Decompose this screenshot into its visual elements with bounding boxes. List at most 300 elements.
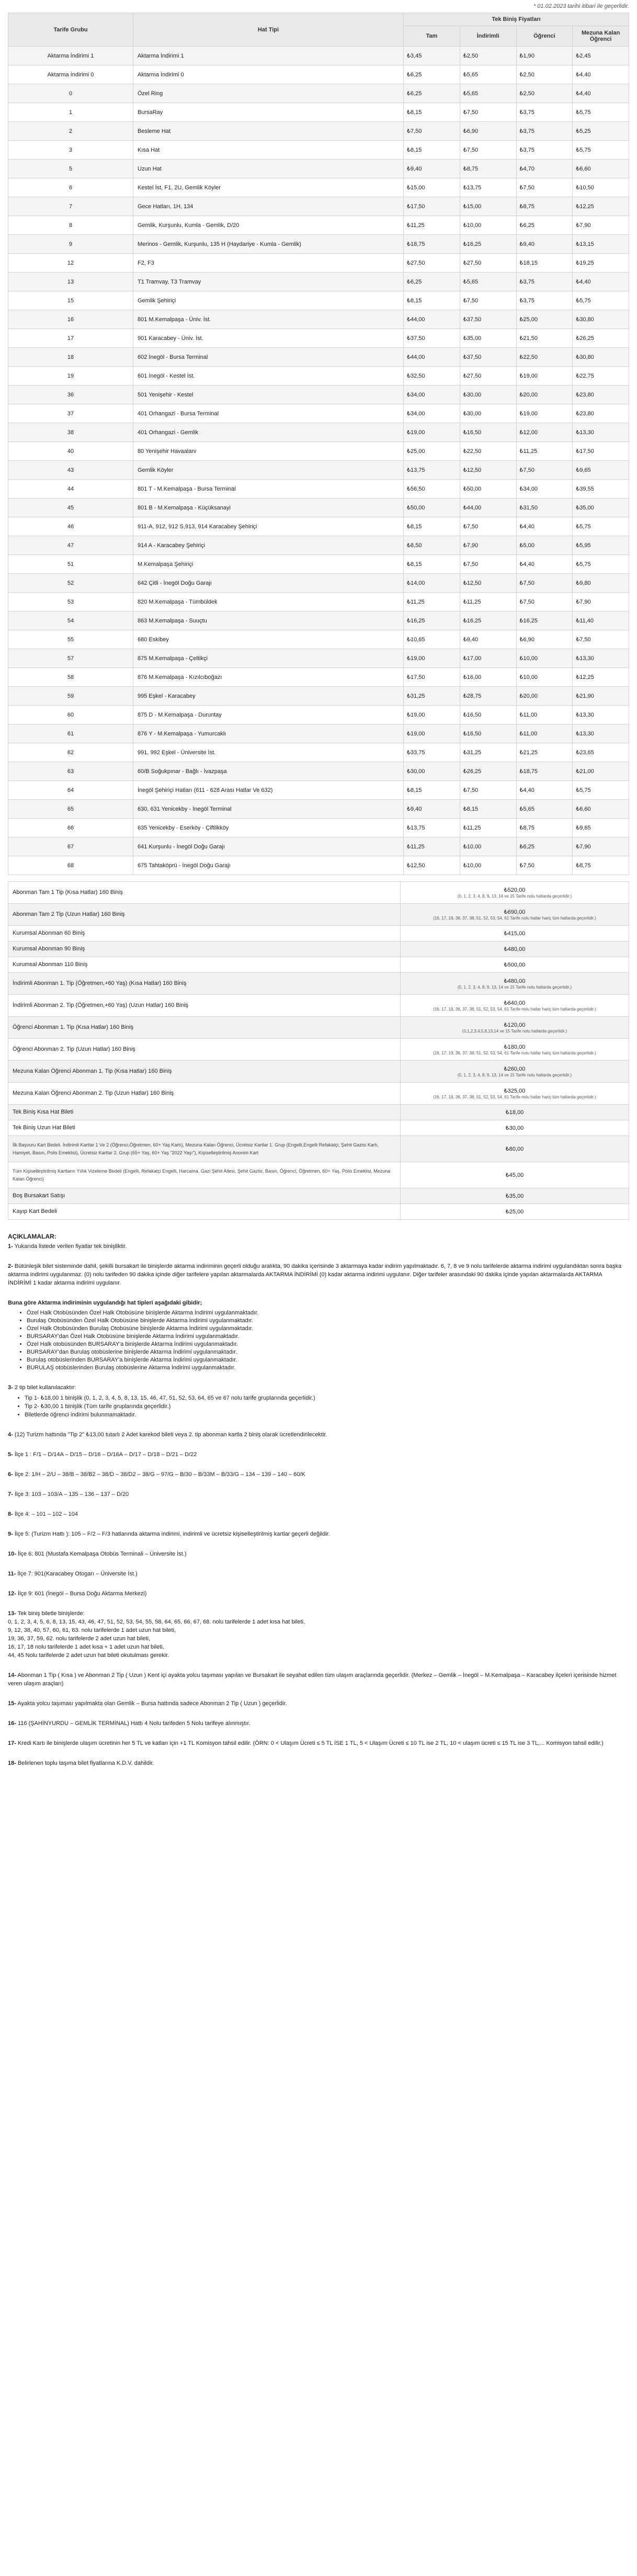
- tariff-group-cell: 52: [8, 574, 133, 593]
- graduate-fare-cell: ₺4,40: [573, 273, 629, 291]
- subscription-price-cell: [401, 995, 629, 1017]
- student-fare-cell: ₺22,50: [516, 348, 573, 367]
- full-fare-cell: ₺6,25: [404, 273, 460, 291]
- fare-rows: [8, 47, 629, 875]
- fare-row: [8, 160, 629, 178]
- subscription-validity-note: (0,1,2,3,4,5,8,13,14 ve 15 Tarife nolu hatlarda geçerlidir.): [462, 1028, 567, 1034]
- line-type-cell: 995 Eşkel - Karacabey: [133, 687, 404, 706]
- subscription-validity-note: (16, 17, 19, 36, 37, 38, 51, 52, 53, 54, 61 Tarife nolu hatlar hariç tüm hatlarda geçerlidir.): [433, 1094, 596, 1099]
- discounted-fare-cell: ₺28,75: [460, 687, 516, 706]
- fare-row: [8, 310, 629, 329]
- graduate-fare-cell: ₺23,80: [573, 385, 629, 404]
- line-type-cell: 60/B Soğukpınar - Bağlı - İvazpaşa: [133, 762, 404, 781]
- line-type-cell: 901 Karacabey - Üniv. İst.: [133, 329, 404, 348]
- subscription-validity-note: (16, 17, 19, 36, 37, 38, 51, 52, 53, 54, 61 Tarife nolu hatlar hariç tüm hatlarda geçerlidir.): [433, 1050, 596, 1056]
- fare-row: [8, 404, 629, 423]
- discounted-fare-cell: ₺11,25: [460, 819, 516, 837]
- subscription-price: ₺480,00: [504, 978, 526, 984]
- tariff-group-cell: 40: [8, 442, 133, 461]
- full-fare-cell: ₺14,00: [404, 574, 460, 593]
- graduate-fare-cell: ₺17,50: [573, 442, 629, 461]
- line-type-cell: 641 Kurşunlu - İnegöl Doğu Garajı: [133, 837, 404, 856]
- line-type-cell: Merinos - Gemlik, Kurşunlu, 135 H (Haydariye - Kumla - Gemlik): [133, 235, 404, 254]
- subscription-price: ₺80,00: [505, 1146, 524, 1152]
- full-fare-cell: ₺33,75: [404, 743, 460, 762]
- tariff-group-cell: 9: [8, 235, 133, 254]
- subscription-price-cell: [401, 904, 629, 926]
- discounted-fare-cell: ₺5,65: [460, 84, 516, 103]
- graduate-fare-cell: ₺19,25: [573, 254, 629, 273]
- line-type-cell: Aktarma İndirimi 0: [133, 65, 404, 84]
- discounted-fare-cell: ₺37,50: [460, 348, 516, 367]
- graduate-fare-cell: ₺5,95: [573, 536, 629, 555]
- tariff-group-cell: 64: [8, 781, 133, 800]
- subscription-price-cell: [401, 1188, 629, 1204]
- full-fare-cell: ₺17,50: [404, 197, 460, 216]
- discounted-fare-cell: ₺11,25: [460, 593, 516, 611]
- subscription-price-cell: [401, 1039, 629, 1061]
- transfer-discount-item: • Özel Halk otobüsünden BURSARAY'a binişlerde Aktarma İndirimi uygulanmaktadır.: [27, 1341, 626, 1348]
- full-fare-cell: ₺8,15: [404, 291, 460, 310]
- discounted-fare-cell: ₺7,50: [460, 141, 516, 160]
- full-fare-cell: ₺50,00: [404, 498, 460, 517]
- full-fare-cell: ₺25,00: [404, 442, 460, 461]
- subscription-row: [8, 995, 629, 1017]
- student-fare-cell: ₺20,00: [516, 687, 573, 706]
- discounted-fare-cell: ₺12,50: [460, 574, 516, 593]
- full-fare-cell: ₺8,50: [404, 536, 460, 555]
- student-fare-cell: ₺6,90: [516, 630, 573, 649]
- discounted-fare-cell: ₺7,50: [460, 781, 516, 800]
- tariff-group-cell: 46: [8, 517, 133, 536]
- subscription-price: ₺325,00: [504, 1087, 526, 1094]
- student-fare-cell: ₺3,75: [516, 273, 573, 291]
- full-fare-cell: ₺37,50: [404, 329, 460, 348]
- tariff-group-cell: 62: [8, 743, 133, 762]
- subscription-row: [8, 973, 629, 995]
- line-type-cell: Gemlik Köyler: [133, 461, 404, 480]
- tariff-group-cell: 43: [8, 461, 133, 480]
- transfer-discount-title: Buna göre Aktarma indiriminin uygulandığı hat tipleri aşağıdaki gibidir;: [8, 1300, 202, 1306]
- subscription-price: ₺500,00: [504, 962, 526, 968]
- tariff-group-cell: 66: [8, 819, 133, 837]
- ticket-type-item: • Biletlerde öğrenci indirimi bulunmamaktadır.: [25, 1411, 626, 1419]
- subscription-price-cell: [401, 1017, 629, 1039]
- fare-row: [8, 141, 629, 160]
- fare-row: [8, 687, 629, 706]
- discounted-fare-cell: ₺50,00: [460, 480, 516, 498]
- full-fare-cell: ₺56,50: [404, 480, 460, 498]
- subscription-price-cell: [401, 1120, 629, 1136]
- tariff-group-cell: 19: [8, 367, 133, 385]
- full-fare-cell: ₺8,15: [404, 517, 460, 536]
- line-type-cell: Aktarma İndirimi 1: [133, 47, 404, 65]
- transfer-discount-item: • Burulaş Otobüsünden Özel Halk Otobüsüne binişlerde Aktarma İndirimi uygulanmaktadır.: [27, 1317, 626, 1325]
- header-student: Öğrenci: [516, 26, 573, 47]
- fare-row: [8, 593, 629, 611]
- fare-row: [8, 47, 629, 65]
- transfer-discount-item: • BURULAŞ otobüslerinden Burulaş otobüslerine Aktarma İndirimi uygulanmaktadır.: [27, 1364, 626, 1372]
- student-fare-cell: ₺7,50: [516, 593, 573, 611]
- graduate-fare-cell: ₺13,30: [573, 423, 629, 442]
- discounted-fare-cell: ₺30,00: [460, 385, 516, 404]
- graduate-fare-cell: ₺30,80: [573, 310, 629, 329]
- subscription-label: Mezuna Kalan Öğrenci Abonman 2. Tip (Uzun Hatlar) 160 Biniş: [8, 1083, 401, 1105]
- graduate-fare-cell: ₺4,40: [573, 65, 629, 84]
- line-type-cell: 801 T - M.Kemalpaşa - Bursa Terminal: [133, 480, 404, 498]
- subscription-price: ₺25,00: [505, 1209, 524, 1215]
- ticket-types-list: [8, 1394, 626, 1419]
- subscription-price: ₺180,00: [504, 1043, 526, 1050]
- full-fare-cell: ₺6,25: [404, 84, 460, 103]
- discounted-fare-cell: ₺10,00: [460, 856, 516, 875]
- subscription-validity-note: (16, 17, 19, 36, 37, 38, 51, 52, 53, 54, 61 Tarife nolu hatlar hariç tüm hatlarda geçerlidir.): [433, 1006, 596, 1012]
- line-type-cell: 601 İnegöl - Kestel İst.: [133, 367, 404, 385]
- graduate-fare-cell: ₺22,75: [573, 367, 629, 385]
- line-type-cell: Uzun Hat: [133, 160, 404, 178]
- subscription-label: Tek Biniş Uzun Hat Bileti: [8, 1120, 401, 1136]
- graduate-fare-cell: ₺6,60: [573, 160, 629, 178]
- discounted-fare-cell: ₺16,50: [460, 724, 516, 743]
- fare-row: [8, 122, 629, 141]
- line-type-cell: 401 Orhangazi - Bursa Terminal: [133, 404, 404, 423]
- full-fare-cell: ₺19,00: [404, 649, 460, 668]
- line-type-cell: Gemlik Şehiriçi: [133, 291, 404, 310]
- subscription-validity-note: (16, 17, 19, 36, 37, 38, 51, 52, 53, 54, 61 Tarife nolu hatlar hariç tüm hatlarda geçerlidir.): [433, 915, 596, 921]
- full-fare-cell: ₺18,75: [404, 235, 460, 254]
- discounted-fare-cell: ₺8,15: [460, 800, 516, 819]
- graduate-fare-cell: ₺12,25: [573, 668, 629, 687]
- student-fare-cell: ₺2,50: [516, 84, 573, 103]
- discounted-fare-cell: ₺10,00: [460, 837, 516, 856]
- single-ticket-rule: 16, 17, 18 nolu tarifelerde 1 adet kısa + 1 adet uzun hat bileti,: [8, 1644, 164, 1650]
- discounted-fare-cell: ₺5,65: [460, 65, 516, 84]
- tariff-group-cell: 61: [8, 724, 133, 743]
- student-fare-cell: ₺19,00: [516, 367, 573, 385]
- line-type-cell: F2, F3: [133, 254, 404, 273]
- discounted-fare-cell: ₺12,50: [460, 461, 516, 480]
- discounted-fare-cell: ₺7,50: [460, 291, 516, 310]
- discounted-fare-cell: ₺27,50: [460, 254, 516, 273]
- subscription-row: [8, 1136, 629, 1162]
- header-discounted: İndirimli: [460, 26, 516, 47]
- tariff-group-cell: 5: [8, 160, 133, 178]
- fare-row: [8, 536, 629, 555]
- fare-row: [8, 385, 629, 404]
- full-fare-cell: ₺7,50: [404, 122, 460, 141]
- graduate-fare-cell: ₺39,55: [573, 480, 629, 498]
- fare-row: [8, 498, 629, 517]
- discounted-fare-cell: ₺17,00: [460, 649, 516, 668]
- full-fare-cell: ₺19,00: [404, 423, 460, 442]
- student-fare-cell: ₺12,00: [516, 423, 573, 442]
- graduate-fare-cell: ₺7,90: [573, 593, 629, 611]
- discounted-fare-cell: ₺26,25: [460, 762, 516, 781]
- student-fare-cell: ₺10,00: [516, 649, 573, 668]
- student-fare-cell: ₺31,50: [516, 498, 573, 517]
- discounted-fare-cell: ₺35,00: [460, 329, 516, 348]
- tariff-group-cell: 37: [8, 404, 133, 423]
- note-4: 4- (12) Turizm hattında "Tip 2" ₺13,00 tutarlı 2 Adet karekod bileti veya 2. tip abonman kartla 2 biniş olarak ücretlendirilecektir.: [8, 1432, 327, 1438]
- discounted-fare-cell: ₺16,50: [460, 706, 516, 724]
- line-type-cell: 820 M.Kemalpaşa - Tümbüldek: [133, 593, 404, 611]
- tariff-group-cell: 12: [8, 254, 133, 273]
- graduate-fare-cell: ₺9,65: [573, 819, 629, 837]
- subscription-price-cell: [401, 1162, 629, 1188]
- student-fare-cell: ₺19,00: [516, 404, 573, 423]
- fare-row: [8, 254, 629, 273]
- full-fare-cell: ₺17,50: [404, 668, 460, 687]
- line-type-cell: Gece Hatları, 1H, 134: [133, 197, 404, 216]
- student-fare-cell: ₺7,50: [516, 461, 573, 480]
- discounted-fare-cell: ₺16,00: [460, 668, 516, 687]
- fare-row: [8, 668, 629, 687]
- full-fare-cell: ₺13,75: [404, 819, 460, 837]
- subscription-row: [8, 1061, 629, 1083]
- full-fare-cell: ₺15,00: [404, 178, 460, 197]
- student-fare-cell: ₺5,00: [516, 536, 573, 555]
- tariff-group-cell: 2: [8, 122, 133, 141]
- full-fare-cell: ₺9,40: [404, 800, 460, 819]
- single-ticket-rules: [8, 1618, 626, 1660]
- tariff-group-cell: 3: [8, 141, 133, 160]
- fare-row: [8, 273, 629, 291]
- subscription-label: Abonman Tam 2 Tip (Uzun Hatlar) 160 Biniş: [8, 904, 401, 926]
- student-fare-cell: ₺4,40: [516, 555, 573, 574]
- discounted-fare-cell: ₺44,00: [460, 498, 516, 517]
- discounted-fare-cell: ₺27,50: [460, 367, 516, 385]
- note-16: 16- 116 (ŞAHİNYURDU – GEMLİK TERMİNAL) Hattı 4 Nolu tarifeden 5 Nolu tarifeye alınmıştır.: [8, 1720, 251, 1727]
- tariff-group-cell: 60: [8, 706, 133, 724]
- graduate-fare-cell: ₺9,65: [573, 461, 629, 480]
- line-type-cell: 801 M.Kemalpaşa - Üniv. İst.: [133, 310, 404, 329]
- subscription-price-cell: [401, 1061, 629, 1083]
- student-fare-cell: ₺21,50: [516, 329, 573, 348]
- line-type-cell: Besleme Hat: [133, 122, 404, 141]
- full-fare-cell: ₺10,65: [404, 630, 460, 649]
- student-fare-cell: ₺9,40: [516, 235, 573, 254]
- full-fare-cell: ₺8,15: [404, 103, 460, 122]
- header-tariff-group: Tarife Grubu: [8, 13, 133, 47]
- student-fare-cell: ₺4,40: [516, 517, 573, 536]
- graduate-fare-cell: ₺5,75: [573, 291, 629, 310]
- tariff-group-cell: 55: [8, 630, 133, 649]
- transfer-discount-list: [8, 1309, 626, 1372]
- student-fare-cell: ₺7,50: [516, 574, 573, 593]
- graduate-fare-cell: ₺5,75: [573, 555, 629, 574]
- fare-row: [8, 329, 629, 348]
- graduate-fare-cell: ₺7,90: [573, 837, 629, 856]
- subscription-row: [8, 882, 629, 904]
- fare-row: [8, 819, 629, 837]
- subscription-price: ₺30,00: [505, 1125, 524, 1131]
- graduate-fare-cell: ₺7,90: [573, 216, 629, 235]
- line-type-cell: 630, 631 Yenicekby - İnegöl Terminal: [133, 800, 404, 819]
- full-fare-cell: ₺6,25: [404, 65, 460, 84]
- graduate-fare-cell: ₺12,25: [573, 197, 629, 216]
- tariff-group-cell: 53: [8, 593, 133, 611]
- student-fare-cell: ₺34,00: [516, 480, 573, 498]
- fare-row: [8, 837, 629, 856]
- tariff-group-cell: 57: [8, 649, 133, 668]
- line-type-cell: İnegöl Şehiriçi Hatları (611 - 628 Arası Hatlar Ve 632): [133, 781, 404, 800]
- student-fare-cell: ₺1,90: [516, 47, 573, 65]
- student-fare-cell: ₺18,15: [516, 254, 573, 273]
- subscription-row: [8, 926, 629, 941]
- student-fare-cell: ₺3,75: [516, 122, 573, 141]
- graduate-fare-cell: ₺23,80: [573, 404, 629, 423]
- fare-row: [8, 235, 629, 254]
- subscription-label: Mezuna Kalan Öğrenci Abonman 1. Tip (Kısa Hatlar) 160 Biniş: [8, 1061, 401, 1083]
- graduate-fare-cell: ₺13,30: [573, 724, 629, 743]
- tariff-group-cell: 17: [8, 329, 133, 348]
- fare-row: [8, 442, 629, 461]
- discounted-fare-cell: ₺9,40: [460, 630, 516, 649]
- fare-row: [8, 461, 629, 480]
- tariff-group-cell: 63: [8, 762, 133, 781]
- subscription-table: [8, 881, 629, 1220]
- fare-row: [8, 367, 629, 385]
- discounted-fare-cell: ₺16,25: [460, 235, 516, 254]
- student-fare-cell: ₺18,75: [516, 762, 573, 781]
- full-fare-cell: ₺44,00: [404, 348, 460, 367]
- full-fare-cell: ₺3,45: [404, 47, 460, 65]
- tariff-group-cell: 68: [8, 856, 133, 875]
- full-fare-cell: ₺32,50: [404, 367, 460, 385]
- tariff-group-cell: 65: [8, 800, 133, 819]
- note-18: 18- Belirlenen toplu taşıma bilet fiyatlarına K.D.V. dahildir.: [8, 1760, 154, 1766]
- subscription-label: Tek Biniş Kısa Hat Bileti: [8, 1105, 401, 1120]
- subscription-label: İndirimli Abonman 1. Tip (Öğretmen,+60 Yaş) (Kısa Hatlar) 160 Biniş: [8, 973, 401, 995]
- note-15: 15- Ayakta yolcu taşıması yapılmakta olan Gemlik – Bursa hattında sadece Abonman 2 Tip ( Uzun ) geçerlidir.: [8, 1700, 287, 1707]
- line-type-cell: Özel Ring: [133, 84, 404, 103]
- line-type-cell: M.Kemalpaşa Şehiriçi: [133, 555, 404, 574]
- graduate-fare-cell: ₺13,30: [573, 649, 629, 668]
- discounted-fare-cell: ₺7,90: [460, 536, 516, 555]
- subscription-price: ₺520,00: [504, 887, 526, 893]
- subscription-price-cell: [401, 926, 629, 941]
- ticket-type-item: • Tip 2- ₺30,00 1 binişlik (Tüm tarife gruplarında geçerlidir.): [25, 1402, 626, 1411]
- graduate-fare-cell: ₺5,75: [573, 517, 629, 536]
- subscription-price: ₺18,00: [505, 1109, 524, 1116]
- subscription-label: İlk Başvuru Kart Bedeli. İndirimli Kartlar 1 Ve 2 (Öğrenci,Öğretmen, 60+ Yaş Kartı), Mezuna Kalan Öğrenci, Ücretsiz Kartlar 1. Grup (Engelli,Engelli Refakatçi, Şehit Gazisi Kartı, Hamiyet, Basın, Polis Emeklisi), Ücretsiz Kartlar 2. Grup (65+ Yaş, 60+ Yaş "2022 Yaşı"), Kişiselleştirilmiş Anonim Kart: [8, 1136, 401, 1162]
- student-fare-cell: ₺4,70: [516, 160, 573, 178]
- subscription-row: [8, 1017, 629, 1039]
- discounted-fare-cell: ₺37,50: [460, 310, 516, 329]
- fare-row: [8, 291, 629, 310]
- subscription-row: [8, 1204, 629, 1220]
- graduate-fare-cell: ₺4,40: [573, 84, 629, 103]
- student-fare-cell: ₺7,50: [516, 178, 573, 197]
- graduate-fare-cell: ₺9,80: [573, 574, 629, 593]
- subscription-label: Öğrenci Abonman 1. Tip (Kısa Hatlar) 160 Biniş: [8, 1017, 401, 1039]
- full-fare-cell: ₺12,50: [404, 856, 460, 875]
- line-type-cell: 914 A - Karacabey Şehiriçi: [133, 536, 404, 555]
- student-fare-cell: ₺8,75: [516, 819, 573, 837]
- student-fare-cell: ₺16,25: [516, 611, 573, 630]
- graduate-fare-cell: ₺10,50: [573, 178, 629, 197]
- subscription-label: Kurumsal Abonman 60 Biniş: [8, 926, 401, 941]
- transfer-discount-item: • Burulaş otobüslerinden BURSARAY'a binişlerde Aktarma İndirimi uygulanmaktadır.: [27, 1356, 626, 1364]
- subscription-price: ₺35,00: [505, 1193, 524, 1199]
- fare-row: [8, 555, 629, 574]
- subscription-label: İndirimli Abonman 2. Tip (Öğretmen,+60 Yaş) (Uzun Hatlar) 160 Biniş: [8, 995, 401, 1017]
- subscription-label: Kurumsal Abonman 90 Biniş: [8, 941, 401, 957]
- full-fare-cell: ₺44,00: [404, 310, 460, 329]
- tariff-group-cell: 16: [8, 310, 133, 329]
- tariff-group-cell: 58: [8, 668, 133, 687]
- tariff-group-cell: 59: [8, 687, 133, 706]
- full-fare-cell: ₺27,50: [404, 254, 460, 273]
- subscription-validity-note: (0, 1, 2, 3, 4, 8, 9, 13, 14 ve 15 Tarife nolu hatlarda geçerlidir.): [457, 893, 572, 899]
- student-fare-cell: ₺6,25: [516, 216, 573, 235]
- note-2: 2- Bütünleşik bilet sisteminde dahil, şekilli bursakart ile binişlerde aktarma indiriminin geçerli olduğu aralıkta, 90 dakika içerisinde 3 aktarmaya kadar indirim yapılmaktadır. 6, 7, 8 ve 9 nolu tarifelerde aktarma indirimi uygulandıktan sonra başka aktarma indirimi uygulanmaz. (0) nolu tarifeden 90 dakika içinde diğer tarifelere yapılan aktarmalarda AKTARMA İNDİRİMİ (0) kadar aktarma indirimi uygulanır. Diğer tarifeler arasındaki 90 dakika içinde yapılan aktarmalarda AKTARMA İNDİRİMİ 1 kadar aktarma indirimi uygulanır.: [8, 1263, 622, 1286]
- single-ticket-rule: 0, 1, 2, 3, 4, 5, 6, 8, 13, 15, 43, 46, 47, 51, 52, 53, 54, 55, 58, 64, 65, 66, 67, 68. nolu tarifelerde 1 adet kısa hat bileti,: [8, 1619, 305, 1625]
- note-3: 3- 2 tip bilet kullanılacaktır: • Tip 1- ₺18,00 1 binişlik (0, 1, 2, 3, 4, 5, 8, 13, 15, 46, 47, 51, 52, 53, 64, 65 ve 67 nolu tarife gruplarında geçerlidir.) • Tip 2- ₺30,00 1 binişlik (Tüm tarife gruplarında geçerlidir.) • Biletlerde öğrenci indirimi bulunmamaktadır.: [8, 1383, 626, 1419]
- line-type-cell: 401 Orhangazi - Gemlik: [133, 423, 404, 442]
- fare-row: [8, 856, 629, 875]
- graduate-fare-cell: ₺5,75: [573, 103, 629, 122]
- note-6: 6- İlçe 2: 1/H – 2/U – 38/B – 38/B2 – 38/D – 38/D2 – 38/G – 97/G – B/30 – B/33M – B/33/G – 134 – 139 – 140 – 60/K: [8, 1471, 305, 1478]
- subscription-price: ₺45,00: [505, 1172, 524, 1178]
- note-12: 12- İlçe 9: 601 (İnegöl – Bursa Doğu Aktarma Merkezi): [8, 1591, 147, 1597]
- tariff-group-cell: 6: [8, 178, 133, 197]
- graduate-fare-cell: ₺5,75: [573, 141, 629, 160]
- discounted-fare-cell: ₺16,50: [460, 423, 516, 442]
- single-ticket-rule: 9, 12, 38, 40, 57, 60, 61, 63. nolu tarifelerde 1 adet uzun hat bileti,: [8, 1627, 176, 1633]
- graduate-fare-cell: ₺30,80: [573, 348, 629, 367]
- discounted-fare-cell: ₺15,00: [460, 197, 516, 216]
- full-fare-cell: ₺9,40: [404, 160, 460, 178]
- full-fare-cell: ₺11,25: [404, 593, 460, 611]
- tariff-group-cell: 0: [8, 84, 133, 103]
- discounted-fare-cell: ₺6,90: [460, 122, 516, 141]
- graduate-fare-cell: ₺21,00: [573, 762, 629, 781]
- subscription-label: Kurumsal Abonman 110 Biniş: [8, 957, 401, 973]
- fare-row: [8, 197, 629, 216]
- note-7: 7- İlçe 3: 103 – 103/A – 135 – 136 – 137 – D/20: [8, 1491, 129, 1497]
- fare-row: [8, 762, 629, 781]
- subscription-row: [8, 1188, 629, 1204]
- note-8: 8- İlçe 4: – 101 – 102 – 104: [8, 1511, 78, 1517]
- subscription-price-cell: [401, 957, 629, 973]
- line-type-cell: 501 Yenişehir - Kestel: [133, 385, 404, 404]
- subscription-price-cell: [401, 1136, 629, 1162]
- full-fare-cell: ₺19,00: [404, 724, 460, 743]
- full-fare-cell: ₺19,00: [404, 706, 460, 724]
- fare-row: [8, 706, 629, 724]
- discounted-fare-cell: ₺7,50: [460, 103, 516, 122]
- student-fare-cell: ₺10,00: [516, 668, 573, 687]
- note-5: 5- İlçe 1 : F/1 – D/14A – D/15 – D/16 – D/16A – D/17 – D/18 – D/21 – D/22: [8, 1451, 197, 1458]
- transfer-discount-item: • Özel Halk Otobüsünden Özel Halk Otobüsüne binişlerde Aktarma İndirimi uygulanmaktadır.: [27, 1309, 626, 1317]
- full-fare-cell: ₺16,25: [404, 611, 460, 630]
- fare-row: [8, 65, 629, 84]
- subscription-row: [8, 904, 629, 926]
- full-fare-cell: ₺8,15: [404, 555, 460, 574]
- line-type-cell: Kestel İst, F1, 2U, Gemlik Köyler: [133, 178, 404, 197]
- subscription-validity-note: (0, 1, 2, 3, 4, 8, 9, 13, 14 ve 15 Tarife nolu hatlarda geçerlidir.): [457, 1072, 572, 1077]
- student-fare-cell: ₺20,00: [516, 385, 573, 404]
- student-fare-cell: ₺3,75: [516, 103, 573, 122]
- transfer-discount-item: • Özel Halk Otobüsünden Burulaş Otobüsüne binişlerde Aktarma İndirimi uygulanmaktadır.: [27, 1325, 626, 1333]
- transfer-discount-item: • BURSARAY'dan Burulaş otobüslerine binişlerde Aktarma İndirimi uygulanmaktadır.: [27, 1348, 626, 1356]
- fare-row: [8, 517, 629, 536]
- note-1: 1- Yukarıda listede verilen fiyatlar tek binişliktir.: [8, 1243, 127, 1250]
- line-type-cell: 642 Çitli - İnegöl Doğu Garajı: [133, 574, 404, 593]
- line-type-cell: 876 Y - M.Kemalpaşa - Yumurcaklı: [133, 724, 404, 743]
- full-fare-cell: ₺31,25: [404, 687, 460, 706]
